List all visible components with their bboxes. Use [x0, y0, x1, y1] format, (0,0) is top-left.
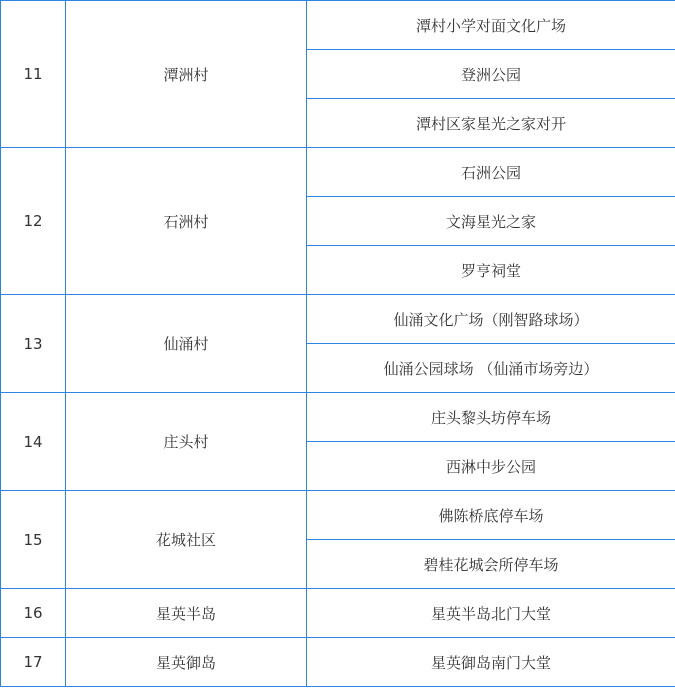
- row-number: 15: [1, 491, 66, 589]
- row-number: 12: [1, 148, 66, 295]
- site-name: 潭村区家星光之家对开: [307, 99, 675, 148]
- site-name: 罗亨祠堂: [307, 246, 675, 295]
- row-number: 13: [1, 295, 66, 393]
- table-row: [1, 1, 675, 50]
- site-name: 星英半岛北门大堂: [307, 589, 675, 638]
- village-name: 星英半岛: [66, 589, 307, 638]
- site-name: 石洲公园: [307, 148, 675, 197]
- village-name: 潭洲村: [66, 1, 307, 148]
- row-number: 14: [1, 393, 66, 491]
- village-name: 星英御岛: [66, 638, 307, 687]
- table-row: [1, 393, 675, 442]
- village-name: 花城社区: [66, 491, 307, 589]
- site-name: 星英御岛南门大堂: [307, 638, 675, 687]
- table-row: [1, 491, 675, 540]
- site-name: 佛陈桥底停车场: [307, 491, 675, 540]
- site-name: 潭村小学对面文化广场: [307, 1, 675, 50]
- site-name: 庄头黎头坊停车场: [307, 393, 675, 442]
- site-name: 西淋中步公园: [307, 442, 675, 491]
- site-name: 碧桂花城会所停车场: [307, 540, 675, 589]
- row-number: 17: [1, 638, 66, 687]
- site-name: 登洲公园: [307, 50, 675, 99]
- table-row: [1, 589, 675, 638]
- row-number: 16: [1, 589, 66, 638]
- row-number: 11: [1, 1, 66, 148]
- village-name: 庄头村: [66, 393, 307, 491]
- table-row: [1, 638, 675, 687]
- village-name: 石洲村: [66, 148, 307, 295]
- site-name: 仙涌文化广场（刚智路球场）: [307, 295, 675, 344]
- site-name: 文海星光之家: [307, 197, 675, 246]
- site-name: 仙涌公园球场 （仙涌市场旁边）: [307, 344, 675, 393]
- village-name: 仙涌村: [66, 295, 307, 393]
- table-row: [1, 148, 675, 197]
- table-row: [1, 295, 675, 344]
